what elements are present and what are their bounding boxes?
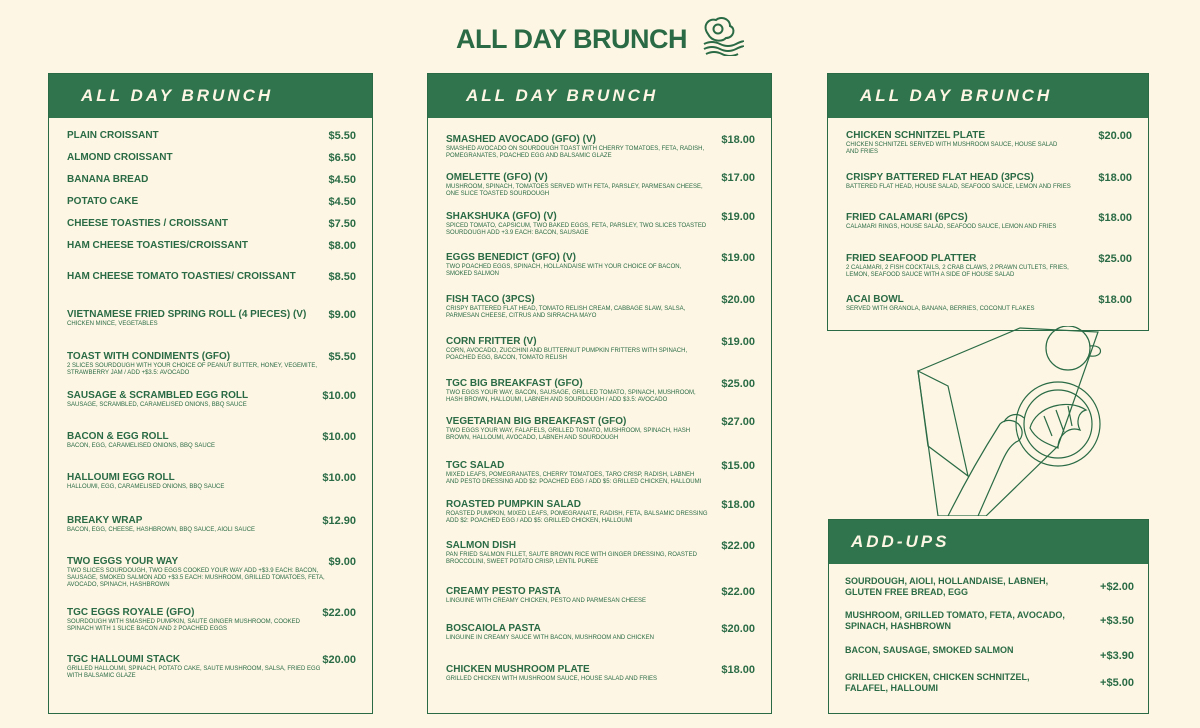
menu-item: [67, 240, 356, 251]
menu-item: [67, 351, 356, 377]
menu-item: [67, 390, 356, 409]
menu-item-description: TWO SLICES SOURDOUGH, TWO EGGS COOKED YOUR WAY ADD +$3.9 EACH: BACON, SAUSAGE, SMOKED SALMON ADD +$3.5 EACH: MUSHROOM, GRILLED TOMATOES, FETA, AVOCADO, SPINACH, HASHBROWN: [67, 568, 325, 588]
menu-panel-2: [427, 73, 772, 714]
menu-item-description: HALLOUMI, EGG, CARAMELISED ONIONS, BBQ SAUCE: [67, 484, 225, 490]
addup-price: +$2.00: [1100, 581, 1134, 593]
addup-price: +$3.50: [1100, 615, 1134, 627]
menu-item-description: ROASTED PUMPKIN, MIXED LEAFS, POMEGRANATE, RADISH, FETA, BALSAMIC DRESSING ADD $2: POACHED EGG / ADD $5: GRILLED CHICKEN, HALLOUMI: [446, 511, 708, 524]
menu-item-description: 2 CALAMARI, 2 FISH COCKTAILS, 2 CRAB CLAWS, 2 PRAWN CUTLETS, FRIES, LEMON, SEAFOOD SAUCE WITH A SIDE OF HOUSE SALAD: [846, 265, 1069, 278]
menu-item-name: OMELETTE (GFO) (V): [446, 172, 548, 183]
menu-item-description: CRISPY BATTERED FLAT HEAD, TOMATO RELISH CREAM, CABBAGE SLAW, SALSA, PARMESAN CHEESE, CITRUS AND SIRRACHA MAYO: [446, 306, 686, 319]
menu-item: [446, 172, 755, 198]
menu-item: [67, 174, 356, 185]
menu-item: [846, 253, 1132, 279]
menu-item-name: TWO EGGS YOUR WAY: [67, 556, 179, 567]
menu-item: [67, 218, 356, 229]
menu-panel-3: [827, 73, 1149, 331]
menu-item-name: FRIED SEAFOOD PLATTER: [846, 253, 977, 264]
menu-item-price: $18.00: [721, 499, 755, 511]
menu-item-price: $18.00: [721, 134, 755, 146]
menu-item-description: BACON, EGG, CHEESE, HASHBROWN, BBQ SAUCE, AIOLI SAUCE: [67, 527, 256, 533]
menu-item-name: HAM CHEESE TOASTIES/CROISSANT: [67, 240, 248, 251]
menu-item-name: CORN FRITTER (V): [446, 336, 537, 347]
menu-item-description: BATTERED FLAT HEAD, HOUSE SALAD, SEAFOOD SAUCE, LEMON AND FRIES: [846, 184, 1071, 190]
menu-item-price: $10.00: [322, 431, 356, 443]
menu-item-price: $12.90: [322, 515, 356, 527]
menu-item: [446, 336, 755, 362]
menu-item: [446, 134, 755, 160]
menu-item-description: SERVED WITH GRANOLA, BANANA, BERRIES, COCONUT FLAKES: [846, 306, 1035, 312]
menu-item-name: TGC SALAD: [446, 460, 505, 471]
menu-item-description: GRILLED CHICKEN WITH MUSHROOM SAUCE, HOUSE SALAD AND FRIES: [446, 676, 658, 682]
menu-item: [446, 294, 755, 320]
panel-heading: ADD-UPS: [829, 520, 1148, 564]
menu-item-price: $17.00: [721, 172, 755, 184]
menu-item-description: LINGUINE IN CREAMY SAUCE WITH BACON, MUSHROOM AND CHICKEN: [446, 635, 654, 641]
menu-item-price: $9.00: [328, 309, 356, 321]
menu-item-description: SOURDOUGH WITH SMASHED PUMPKIN, SAUTE GINGER MUSHROOM, COOKED SPINACH WITH 1 SLICE BACON AND 2 POACHED EGGS: [67, 619, 301, 632]
menu-item-name: CHEESE TOASTIES / CROISSANT: [67, 218, 228, 229]
menu-item: [67, 515, 356, 534]
menu-panel-1: [48, 73, 373, 714]
menu-item-price: $19.00: [721, 252, 755, 264]
page-title-text: ALL DAY BRUNCH: [455, 24, 687, 54]
menu-item-description: SAUSAGE, SCRAMBLED, CARAMELISED ONIONS, BBQ SAUCE: [67, 402, 247, 408]
menu-item-price: $25.00: [721, 378, 755, 390]
panel-heading: ALL DAY BRUNCH: [828, 74, 1148, 118]
addup-item: [845, 610, 1134, 632]
menu-item-name: CRISPY BATTERED FLAT HEAD (3PCS): [846, 172, 1034, 183]
menu-item-name: SAUSAGE & SCRAMBLED EGG ROLL: [67, 390, 249, 401]
menu-item: [67, 271, 356, 282]
menu-item-name: FISH TACO (3PCS): [446, 294, 535, 305]
menu-item-price: $22.00: [721, 540, 755, 552]
menu-item: [446, 586, 755, 605]
menu-item-description: CHICKEN MINCE, VEGETABLES: [67, 321, 158, 327]
menu-item-price: $20.00: [721, 294, 755, 306]
menu-item-price: $18.00: [1098, 212, 1132, 224]
menu-item-name: POTATO CAKE: [67, 196, 139, 207]
panel-heading: ALL DAY BRUNCH: [428, 74, 771, 118]
menu-item: [67, 654, 356, 680]
menu-item: [846, 294, 1132, 313]
menu-item: [446, 664, 755, 683]
menu-item-price: $20.00: [322, 654, 356, 666]
menu-item-description: SMASHED AVOCADO ON SOURDOUGH TOAST WITH CHERRY TOMATOES, FETA, RADISH, POMEGRANATES, POACHED EGG AND BALSAMIC GLAZE: [446, 146, 705, 159]
menu-item-description: CHICKEN SCHNITZEL SERVED WITH MUSHROOM SAUCE, HOUSE SALAD AND FRIES: [846, 142, 1058, 155]
menu-item-price: $5.50: [328, 351, 356, 363]
menu-item-price: $22.00: [721, 586, 755, 598]
menu-item: [67, 196, 356, 207]
menu-item-description: MUSHROOM, SPINACH, TOMATOES SERVED WITH FETA, PARSLEY, PARMESAN CHEESE, ONE SLICE TOASTED SOURDOUGH: [446, 184, 703, 197]
menu-item-name: BANANA BREAD: [67, 174, 149, 185]
menu-item-price: $19.00: [721, 336, 755, 348]
menu-item-price: $4.50: [328, 174, 356, 186]
menu-item-price: $6.50: [328, 152, 356, 164]
menu-item-description: TWO EGGS YOUR WAY, FALAFELS, GRILLED TOMATO, MUSHROOM, SPINACH, HASH BROWN, HALLOUMI, AVOCADO, LABNEH AND SOURDOUGH: [446, 428, 691, 441]
menu-item-name: CREAMY PESTO PASTA: [446, 586, 561, 597]
menu-item-price: $20.00: [1098, 130, 1132, 142]
menu-item-price: $10.00: [322, 390, 356, 402]
menu-item-description: PAN FRIED SALMON FILLET, SAUTE BROWN RICE WITH GINGER DRESSING, ROASTED BROCCOLINI, SWEET POTATO CRISP, LENTIL PUREE: [446, 552, 697, 565]
menu-item-price: $20.00: [721, 623, 755, 635]
menu-item-name: CHICKEN MUSHROOM PLATE: [446, 664, 590, 675]
menu-item: [446, 623, 755, 642]
menu-item-description: 2 SLICES SOURDOUGH WITH YOUR CHOICE OF PEANUT BUTTER, HONEY, VEGEMITE, STRAWBERRY JAM / ADD +$3.5: AVOCADO: [67, 363, 318, 376]
menu-item-name: PLAIN CROISSANT: [67, 130, 159, 141]
egg-bacon-logo-icon: [700, 16, 744, 63]
addup-item: [845, 576, 1134, 598]
menu-item-price: $5.50: [328, 130, 356, 142]
menu-item-price: $7.50: [328, 218, 356, 230]
menu-item: [446, 252, 755, 278]
menu-item-price: $8.50: [328, 271, 356, 283]
menu-item-name: BREAKY WRAP: [67, 515, 143, 526]
menu-item: [446, 540, 755, 566]
menu-item-price: $9.00: [328, 556, 356, 568]
menu-item-name: HALLOUMI EGG ROLL: [67, 472, 175, 483]
menu-item: [846, 212, 1132, 231]
menu-item-price: $15.00: [721, 460, 755, 472]
menu-item: [446, 416, 755, 442]
addup-price: +$5.00: [1100, 677, 1134, 689]
menu-item-price: $22.00: [322, 607, 356, 619]
menu-item-name: ROASTED PUMPKIN SALAD: [446, 499, 582, 510]
menu-item-description: BACON, EGG, CARAMELISED ONIONS, BBQ SAUCE: [67, 443, 216, 449]
menu-item-description: LINGUINE WITH CREAMY CHICKEN, PESTO AND PARMESAN CHEESE: [446, 598, 647, 604]
addup-name: GRILLED CHICKEN, CHICKEN SCHNITZEL, FALAFEL, HALLOUMI: [845, 672, 1030, 693]
menu-item-description: TWO POACHED EGGS, SPINACH, HOLLANDAISE WITH YOUR CHOICE OF BACON, SMOKED SALMON: [446, 264, 682, 277]
addup-name: SOURDOUGH, AIOLI, HOLLANDAISE, LABNEH, GLUTEN FREE BREAD, EGG: [845, 576, 1049, 597]
addup-name: MUSHROOM, GRILLED TOMATO, FETA, AVOCADO, SPINACH, HASHBROWN: [845, 610, 1065, 631]
menu-item: [67, 309, 356, 328]
menu-item-name: TGC EGGS ROYALE (GFO): [67, 607, 195, 618]
menu-item-description: CALAMARI RINGS, HOUSE SALAD, SEAFOOD SAUCE, LEMON AND FRIES: [846, 224, 1057, 230]
page-title: [0, 16, 1200, 63]
menu-item: [67, 556, 356, 589]
menu-item-name: ALMOND CROISSANT: [67, 152, 173, 163]
menu-item-name: TGC BIG BREAKFAST (GFO): [446, 378, 583, 389]
menu-item-price: $10.00: [322, 472, 356, 484]
menu-item: [446, 499, 755, 525]
menu-item: [67, 431, 356, 450]
menu-item: [67, 130, 356, 141]
menu-item-description: TWO EGGS YOUR WAY, BACON, SAUSAGE, GRILLED TOMATO, SPINACH, MUSHROOM, HASH BROWN, HALLOUMI, LABNEH AND SOURDOUGH / ADD $3.5: AVOCADO: [446, 390, 696, 403]
menu-item-price: $25.00: [1098, 253, 1132, 265]
menu-item: [446, 211, 755, 237]
addups-panel: [828, 519, 1149, 714]
menu-item-name: EGGS BENEDICT (GFO) (V): [446, 252, 576, 263]
menu-item-price: $27.00: [721, 416, 755, 428]
menu-item-name: SALMON DISH: [446, 540, 516, 551]
menu-item: [846, 172, 1132, 191]
menu-item-name: BACON & EGG ROLL: [67, 431, 169, 442]
menu-item: [446, 378, 755, 404]
menu-item: [846, 130, 1132, 156]
addup-item: [845, 645, 1134, 667]
menu-item: [67, 472, 356, 491]
menu-item: [446, 460, 755, 486]
menu-item-description: CORN, AVOCADO, ZUCCHINI AND BUTTERNUT PUMPKIN FRITTERS WITH SPINACH, POACHED EGG, BACON, TOMATO RELISH: [446, 348, 688, 361]
menu-item-name: TGC HALLOUMI STACK: [67, 654, 181, 665]
menu-item-price: $18.00: [721, 664, 755, 676]
addup-price: +$3.90: [1100, 650, 1134, 662]
menu-item-name: SMASHED AVOCADO (GFO) (V): [446, 134, 596, 145]
menu-item-name: HAM CHEESE TOMATO TOASTIES/ CROISSANT: [67, 271, 296, 282]
menu-item-name: VEGETARIAN BIG BREAKFAST (GFO): [446, 416, 627, 427]
menu-item-description: GRILLED HALLOUMI, SPINACH, POTATO CAKE, SAUTE MUSHROOM, SALSA, FRIED EGG WITH BALSAMIC GLAZE: [67, 666, 321, 679]
menu-item-price: $19.00: [721, 211, 755, 223]
menu-item-name: VIETNAMESE FRIED SPRING ROLL (4 PIECES) (V): [67, 309, 307, 320]
menu-item-price: $4.50: [328, 196, 356, 208]
menu-item: [67, 152, 356, 163]
menu-item-price: $18.00: [1098, 294, 1132, 306]
menu-item-name: ACAI BOWL: [846, 294, 904, 305]
menu-item-price: $8.00: [328, 240, 356, 252]
menu-item-price: $18.00: [1098, 172, 1132, 184]
menu-item-name: TOAST WITH CONDIMENTS (GFO): [67, 351, 231, 362]
menu-item-name: BOSCAIOLA PASTA: [446, 623, 541, 634]
menu-item-name: CHICKEN SCHNITZEL PLATE: [846, 130, 986, 141]
menu-item-name: FRIED CALAMARI (6PCS): [846, 212, 968, 223]
breakfast-table-illustration: [908, 326, 1108, 521]
menu-item: [67, 607, 356, 633]
menu-item-description: MIXED LEAFS, POMEGRANATES, CHERRY TOMATOES, TARO CRISP, RADISH, LABNEH AND PESTO DRESSING ADD $2: POACHED EGG / ADD $5: GRILLED CHICKEN, HALLOUMI: [446, 472, 702, 485]
addup-name: BACON, SAUSAGE, SMOKED SALMON: [845, 645, 1014, 655]
menu-item-description: SPICED TOMATO, CAPSICUM, TWO BAKED EGGS, FETA, PARSLEY, TWO SLICES TOASTED SOURDOUGH ADD +3.9 EACH: BACON, SAUSAGE: [446, 223, 707, 236]
panel-heading: ALL DAY BRUNCH: [49, 74, 372, 118]
addup-item: [845, 672, 1134, 694]
menu-item-name: SHAKSHUKA (GFO) (V): [446, 211, 557, 222]
